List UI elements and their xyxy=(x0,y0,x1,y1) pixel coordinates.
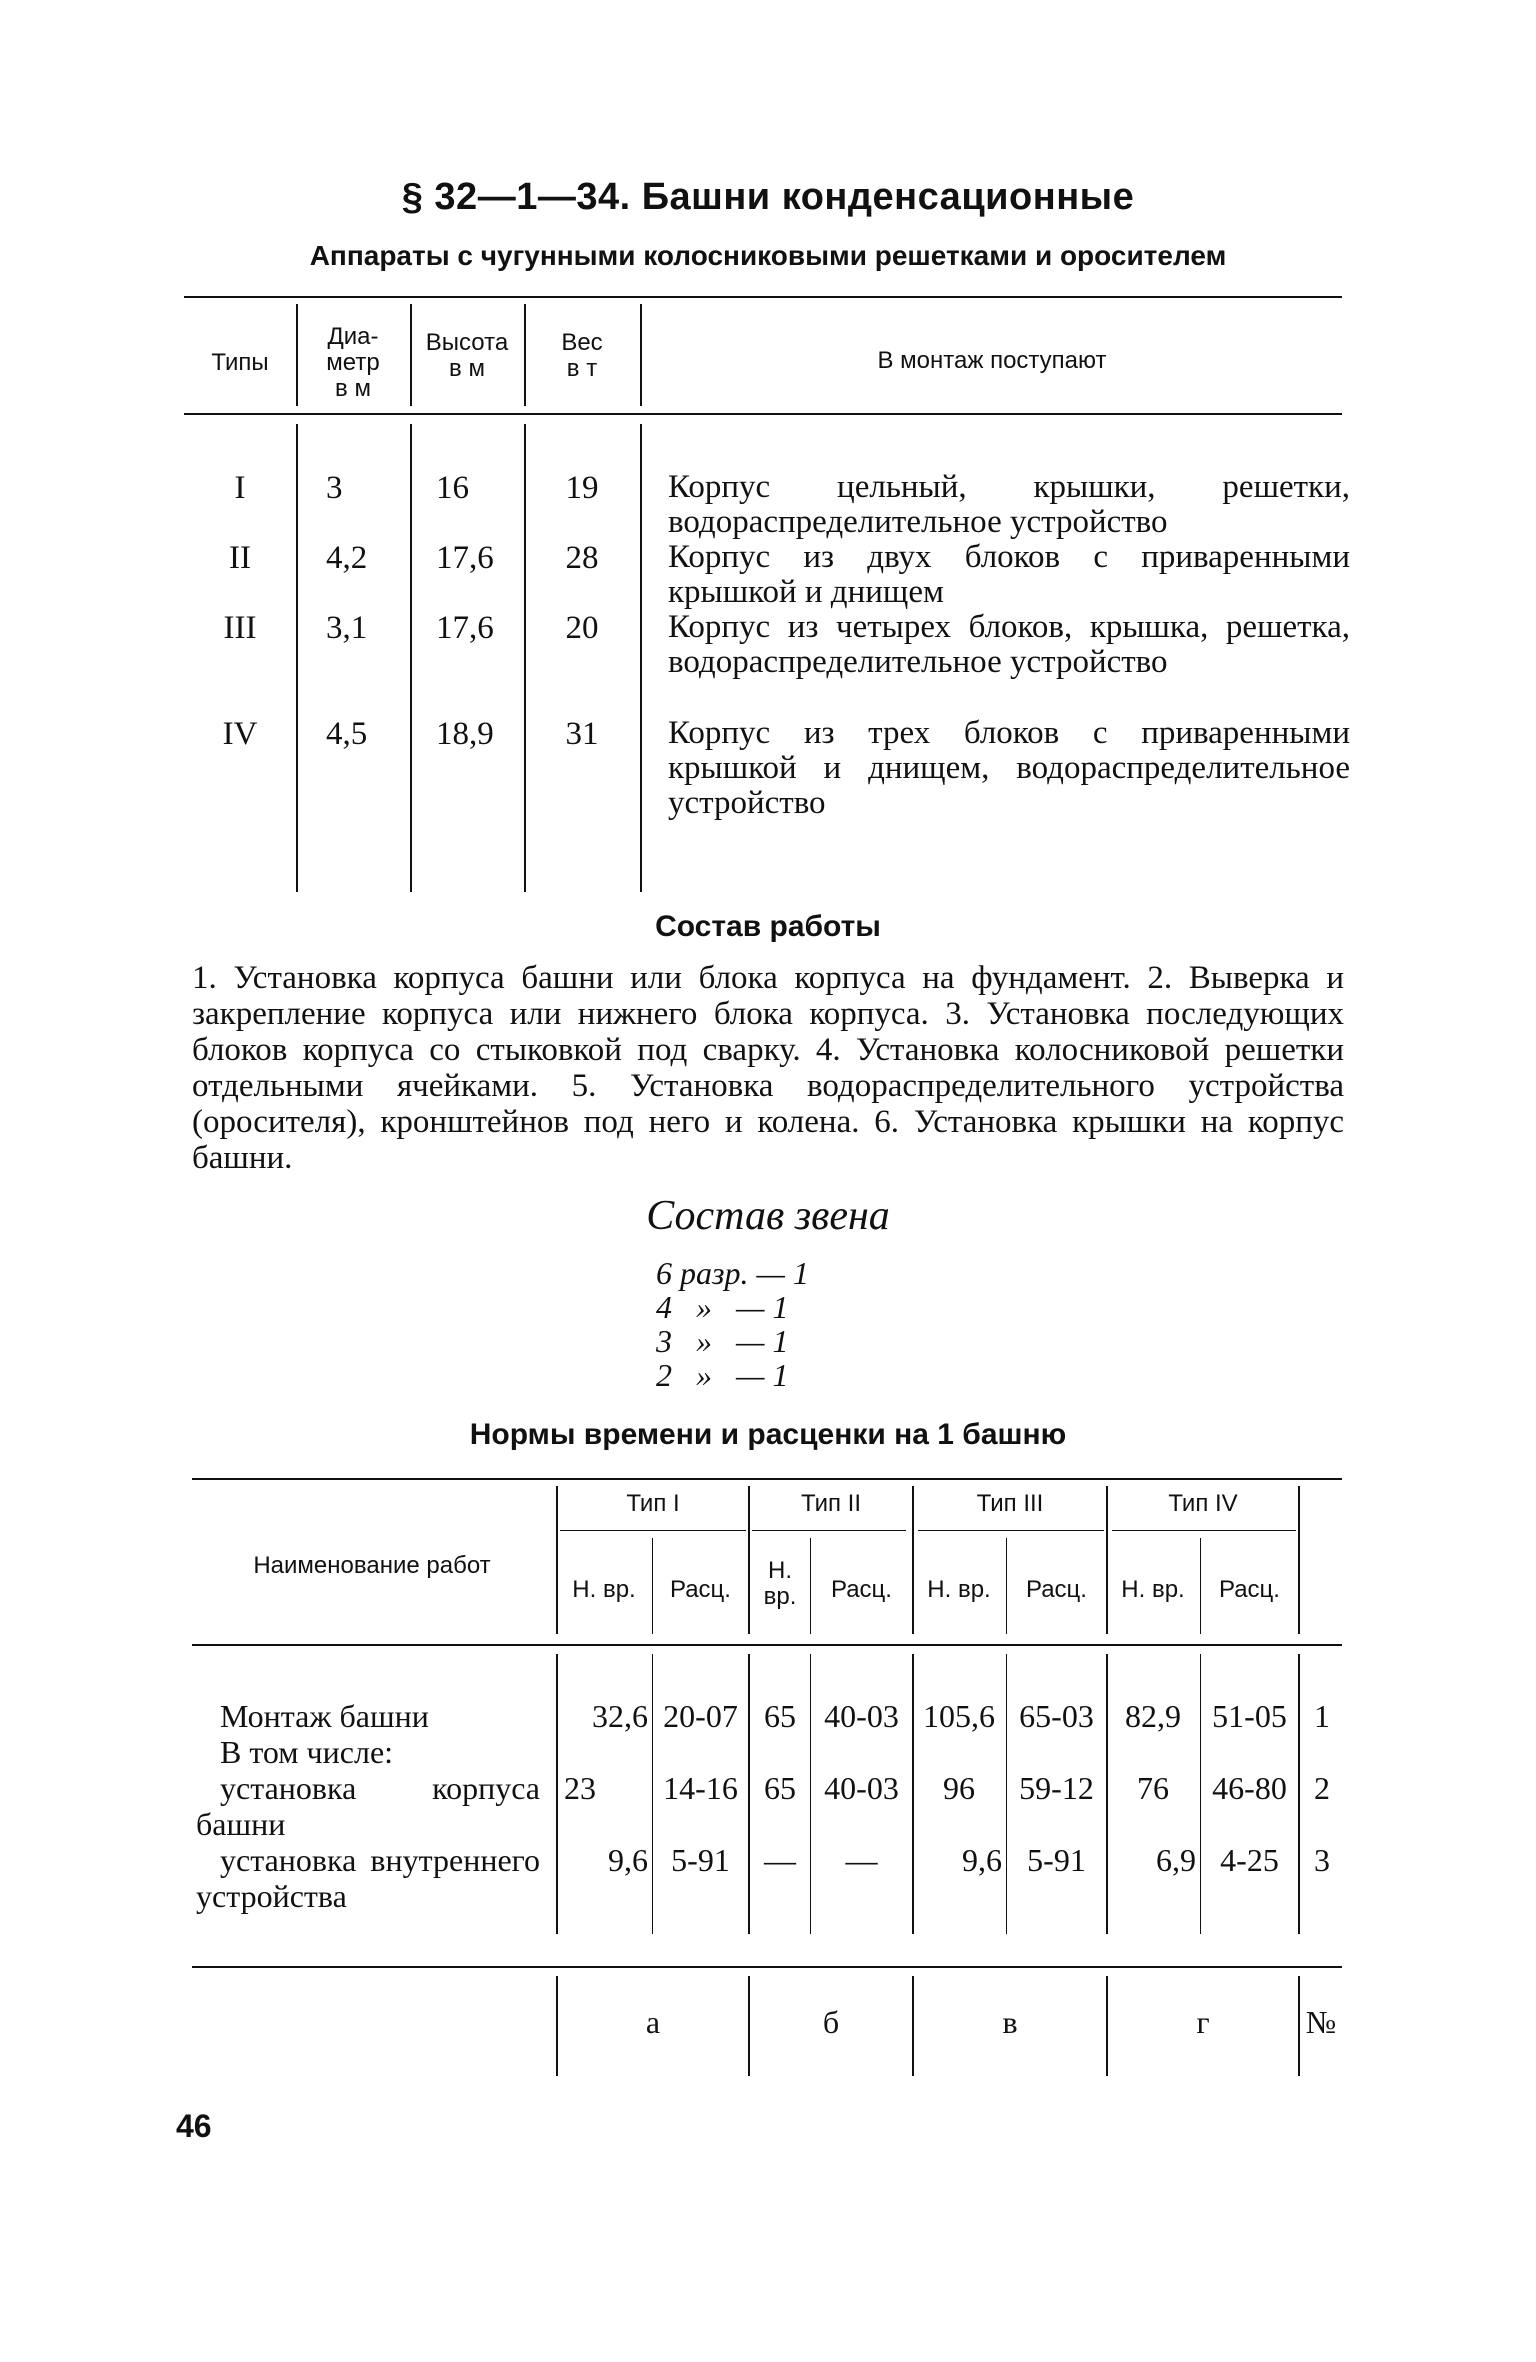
table1-cell-height: 18,9 xyxy=(436,716,494,752)
table1-cell-height: 17,6 xyxy=(436,610,494,646)
norms-row-name: установка внутреннего устройства xyxy=(196,1842,540,1914)
norms-cell: 46-80 xyxy=(1212,1770,1287,1806)
norms-sub-rasc: Расц. xyxy=(831,1576,892,1603)
norms-footer-label: № xyxy=(1305,2004,1337,2040)
work-text-paragraph: 1. Установка корпуса башни или блока корпуса на фундамент. 2. Выверка и закрепление корпуса или нижнего блока корпуса. 3. Установка последующих блоков корпуса со стыковкой под сварку. 4. Установка колосниковой решетки отдельными ячейками. 5. Установка водораспределительного устройства (оросителя), кронштейнов под него и колена. 6. Установка крышки на корпус башни. xyxy=(192,960,1344,1176)
norms-group-rule xyxy=(918,1530,1104,1531)
norms-cell: 105,6 xyxy=(923,1698,995,1734)
table1-divider xyxy=(296,424,298,892)
crew-line: 3 » — 1 xyxy=(656,1323,789,1359)
table1-header-rule xyxy=(184,413,1342,415)
norms-group-rule xyxy=(1112,1530,1296,1531)
norms-cell: 65 xyxy=(764,1698,796,1734)
page-number: 46 xyxy=(176,2108,212,2144)
table1-header-height: Высота в м xyxy=(425,329,509,382)
norms-row-name: установка корпуса башни xyxy=(196,1770,540,1842)
table1-cell-delivery: Корпус цельный, крышки, решетки, водораспределительное устройство xyxy=(668,469,1350,540)
table1-top-rule xyxy=(184,296,1342,298)
table1-cell-delivery: Корпус из двух блоков с приваренными крышкой и днищем xyxy=(668,539,1350,610)
norms-cell: 6,9 xyxy=(1156,1842,1196,1878)
norms-cell: 65-03 xyxy=(1019,1698,1094,1734)
crew-line: 2 » — 1 xyxy=(656,1357,789,1393)
table1-header-delivery: В монтаж поступают xyxy=(877,347,1107,374)
table1-cell-height: 17,6 xyxy=(436,540,494,576)
norms-row-name: В том числе: xyxy=(220,1734,394,1770)
norms-cell: 65 xyxy=(764,1770,796,1806)
table1-cell-diameter: 3 xyxy=(326,470,343,506)
page-subtitle: Аппараты с чугунными колосниковыми решетками и оросителем xyxy=(309,240,1227,271)
norms-footer-label: б xyxy=(822,2004,840,2040)
norms-footer-label: а xyxy=(645,2004,661,2040)
table1-cell-height: 16 xyxy=(436,470,469,506)
table1-cell-diameter: 4,5 xyxy=(326,716,368,752)
work-text xyxy=(192,960,1344,1176)
norms-group-rule xyxy=(752,1530,906,1531)
norms-cell: 51-05 xyxy=(1212,1698,1287,1734)
crew-list xyxy=(656,1256,916,1392)
norms-sub-hvr: Н. вр. xyxy=(1121,1576,1185,1603)
norms-divider xyxy=(1298,1654,1300,1934)
table1-header-type: Типы xyxy=(211,349,269,376)
norms-row-number: 2 xyxy=(1314,1770,1330,1806)
norms-type-label: Тип IV xyxy=(1168,1490,1238,1517)
crew-title: Состав звена xyxy=(646,1193,890,1239)
norms-cell: 14-16 xyxy=(663,1770,738,1806)
norms-cell: 23 xyxy=(564,1770,596,1806)
work-title: Состав работы xyxy=(655,910,881,943)
norms-sub-hvr: Н. вр. xyxy=(763,1557,797,1610)
norms-row-name: Монтаж башни xyxy=(220,1698,429,1734)
table1-cell-weight: 19 xyxy=(565,470,599,506)
norms-divider xyxy=(1298,1486,1300,1634)
norms-cell: 96 xyxy=(943,1770,975,1806)
table1-header-diameter: Диа- метр в м xyxy=(326,323,380,402)
page-title: § 32—1—34. Башни конденсационные xyxy=(401,176,1135,218)
table1-cell-weight: 31 xyxy=(565,716,599,752)
norms-header-rule xyxy=(192,1644,1342,1646)
norms-cell: 59-12 xyxy=(1019,1770,1094,1806)
table1-divider xyxy=(640,424,642,892)
norms-sub-hvr: Н. вр. xyxy=(927,1576,991,1603)
norms-cell: 5-91 xyxy=(671,1842,730,1878)
table1-divider xyxy=(410,424,412,892)
norms-title: Нормы времени и расценки на 1 башню xyxy=(469,1418,1067,1451)
norms-row-number: 1 xyxy=(1314,1698,1330,1734)
norms-sub-rasc: Расц. xyxy=(1219,1576,1280,1603)
table1-header-weight: Вес в т xyxy=(561,329,603,382)
norms-sub-rasc: Расц. xyxy=(1026,1576,1087,1603)
table1-cell-type: II xyxy=(229,540,251,576)
norms-cell: 32,6 xyxy=(592,1698,648,1734)
norms-cell: — xyxy=(845,1842,878,1878)
table1-cell-weight: 20 xyxy=(565,610,599,646)
table1-cell-type: III xyxy=(223,610,257,646)
norms-type-label: Тип I xyxy=(626,1490,680,1517)
norms-cell: 82,9 xyxy=(1125,1698,1181,1734)
norms-cell: 4-25 xyxy=(1220,1842,1279,1878)
crew-line: 4 » — 1 xyxy=(656,1289,789,1325)
norms-cell: 40-03 xyxy=(824,1770,899,1806)
table1-cell-diameter: 3,1 xyxy=(326,610,368,646)
norms-sub-rasc: Расц. xyxy=(670,1576,731,1603)
norms-type-label: Тип II xyxy=(800,1490,861,1517)
norms-row-number: 3 xyxy=(1314,1842,1330,1878)
norms-cell: 9,6 xyxy=(962,1842,1002,1878)
norms-group-rule xyxy=(560,1530,746,1531)
norms-divider xyxy=(556,1654,558,1934)
norms-top-rule xyxy=(192,1478,1342,1480)
norms-sub-hvr: Н. вр. xyxy=(572,1576,636,1603)
table1-cell-delivery: Корпус из четырех блоков, крышка, решетка, водораспределительное устройство xyxy=(668,609,1350,680)
norms-cell: 76 xyxy=(1137,1770,1169,1806)
norms-header-name: Наименование работ xyxy=(253,1552,491,1579)
table1-cell-type: I xyxy=(234,470,246,506)
norms-cell: 9,6 xyxy=(608,1842,648,1878)
table1-cell-diameter: 4,2 xyxy=(326,540,368,576)
norms-footer-label: в xyxy=(1002,2004,1018,2040)
crew-line: 6 разр. — 1 xyxy=(656,1255,809,1291)
table1-cell-weight: 28 xyxy=(565,540,599,576)
table1-cell-type: IV xyxy=(222,716,258,752)
norms-type-label: Тип III xyxy=(976,1490,1044,1517)
norms-cell: — xyxy=(764,1842,796,1878)
table1-cell-delivery: Корпус из трех блоков с приваренными крышкой и днищем, водораспределительное устройство xyxy=(668,715,1350,821)
norms-footer-label: г xyxy=(1196,2004,1210,2040)
norms-bottom-rule xyxy=(192,1966,1342,1968)
norms-cell: 20-07 xyxy=(663,1698,738,1734)
norms-cell: 40-03 xyxy=(824,1698,899,1734)
norms-cell: 5-91 xyxy=(1027,1842,1086,1878)
